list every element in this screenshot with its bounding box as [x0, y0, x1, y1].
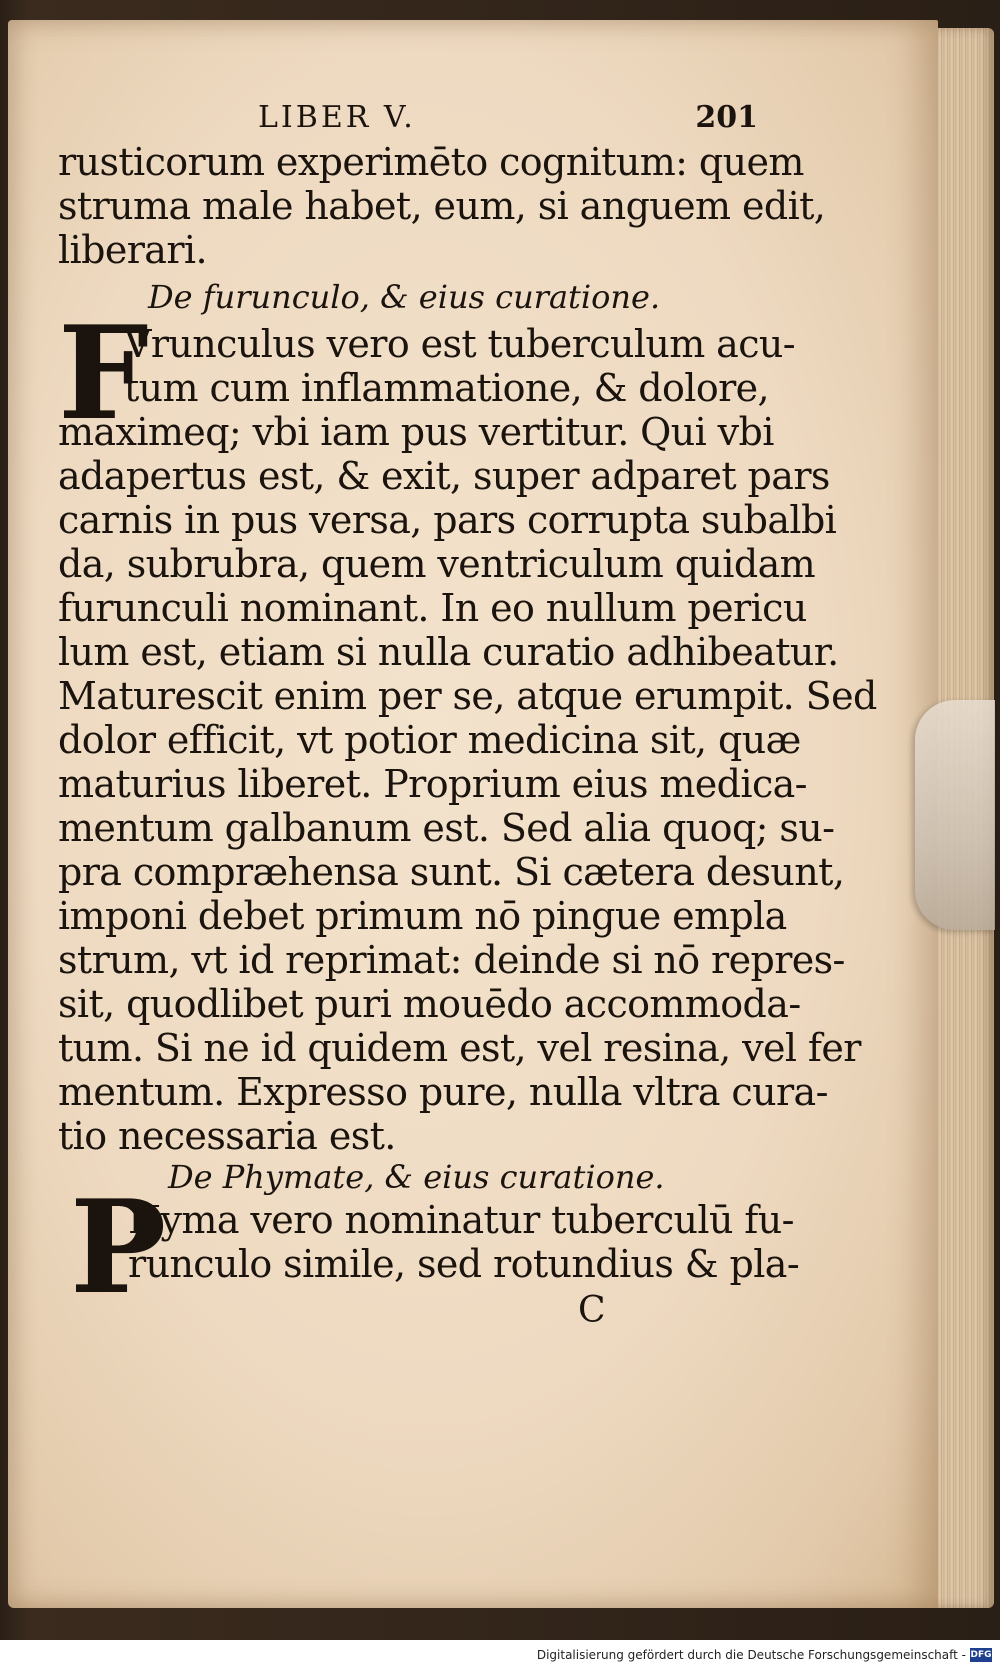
text-line: Maturescit enim per se, atque erumpit. Sed — [58, 674, 877, 718]
text-line: Vrunculus vero est tuberculum acu- — [124, 322, 796, 366]
signature-mark: C — [578, 1290, 606, 1331]
text-line: tum. Si ne id quidem est, vel resina, vel fer — [58, 1026, 861, 1070]
text-line: maximeq; vbi iam pus vertitur. Qui vbi — [58, 410, 774, 454]
text-line: dolor efficit, vt potior medicina sit, quæ — [58, 718, 801, 762]
text-line: imponi debet primum nō pingue empla — [58, 894, 787, 938]
drop-capital: F — [58, 299, 149, 449]
text-line: Hyma vero nominatur tuberculū fu- — [128, 1198, 794, 1242]
text-line: struma male habet, eum, si anguem edit, — [58, 184, 826, 228]
text-line: mentum galbanum est. Sed alia quoq; su- — [58, 806, 835, 850]
folio-number: 201 — [695, 100, 758, 135]
text-line: sit, quodlibet puri mouēdo accommoda- — [58, 982, 801, 1026]
footer-credit: Digitalisierung gefördert durch die Deutsche Forschungsgemeinschaft - — [536, 1648, 966, 1662]
digitization-footer — [0, 1640, 1000, 1672]
text-line: furunculi nominant. In eo nullum pericu — [58, 586, 807, 630]
text-line: runculo simile, sed rotundius & pla- — [128, 1242, 800, 1286]
text-line: carnis in pus versa, pars corrupta subalbi — [58, 498, 837, 542]
text-line: da, subrubra, quem ventriculum quidam — [58, 542, 816, 586]
text-line: rusticorum experimēto cognitum: quem — [58, 140, 804, 184]
section-heading: De furunculo, & eius curatione. — [148, 278, 661, 316]
text-line: lum est, etiam si nulla curatio adhibeatur. — [58, 630, 839, 674]
text-line: liberari. — [58, 228, 207, 272]
text-line: tio necessaria est. — [58, 1114, 396, 1158]
page-clip — [915, 700, 995, 930]
drop-capital: P — [70, 1173, 167, 1323]
section-heading: De Phymate, & eius curatione. — [168, 1158, 665, 1196]
text-line: tum cum inflammatione, & dolore, — [124, 366, 770, 410]
running-title: LIBER V. — [258, 100, 416, 135]
text-line: mentum. Expresso pure, nulla vltra cura- — [58, 1070, 828, 1114]
text-line: maturius liberet. Proprium eius medica- — [58, 762, 807, 806]
page-header — [58, 100, 758, 140]
text-line: adapertus est, & exit, super adparet pars — [58, 454, 830, 498]
dfg-logo: DFG — [970, 1650, 992, 1660]
text-line: pra compræhensa sunt. Si cætera desunt, — [58, 850, 845, 894]
text-line: strum, vt id reprimat: deinde si nō repres- — [58, 938, 845, 982]
